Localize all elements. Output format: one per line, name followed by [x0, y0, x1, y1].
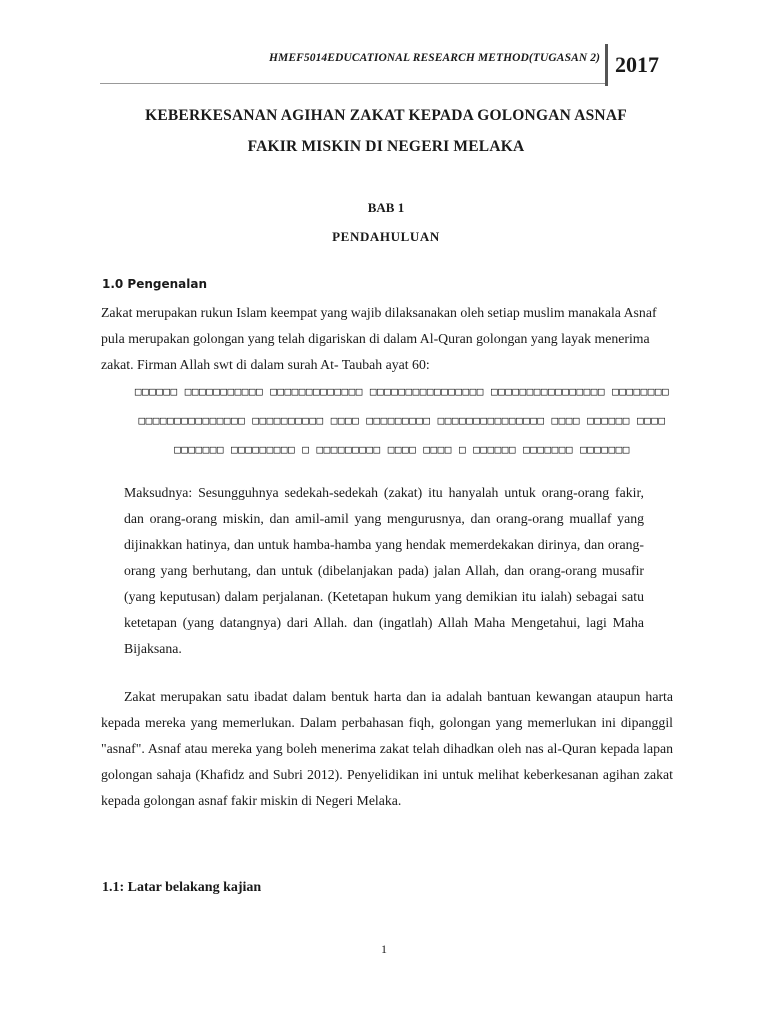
header-course-title: HMEF5014EDUCATIONAL RESEARCH METHOD(TUGASAN 2) — [268, 52, 600, 64]
header-divider — [605, 44, 608, 86]
intro-paragraph: Zakat merupakan rukun Islam keempat yang wajib dilaksanakan oleh setiap muslim manakala Asnaf pula merupakan golongan yang telah digariskan di dalam Al-Quran golongan yang layak menerima zakat. Firman Allah swt di dalam surah At- Taubah ayat 60: — [101, 305, 657, 372]
header-year: 2017 — [615, 52, 659, 77]
chapter-number: BAB 1 — [367, 200, 405, 215]
document-title-line-2: FAKIR MISKIN DI NEGERI MELAKA — [247, 138, 525, 155]
quran-verse — [112, 377, 692, 464]
header-rule — [100, 83, 605, 84]
page-number: 1 — [381, 942, 387, 956]
verse-meaning: Maksudnya: Sesungguhnya sedekah-sedekah (zakat) itu hanyalah untuk orang-orang fakir, dan orang-orang miskin, dan amil-amil yang mengurusnya, dan orang-orang muallaf yang dijinakkan hatinya, dan untuk hamba-hamba yang hendak memerdekakan dirinya, dan orang-orang yang berhutang, dan untuk (dibelanjakan pada) jalan Allah, dan orang-orang musafir (yang keputusan) dalam perjalanan. (Ketetapan hukum yang demikian itu ialah) sebagai satu ketetapan (yang datangnya) dari Allah. dan (ingatlah) Allah Maha Mengetahui, lagi Maha Bijaksana. — [124, 485, 644, 656]
document-title-line-1: KEBERKESANAN AGIHAN ZAKAT KEPADA GOLONGAN ASNAF — [145, 107, 627, 124]
section-heading-latar-belakang: 1.1: Latar belakang kajian — [102, 880, 262, 895]
verse-line-2: □□□□□□□□□□□□□□□ □□□□□□□□□□ □□□□ □□□□□□□□□ □□□□□□□□□□□□□□□ □□□□ □□□□□□ □□□□ — [138, 414, 666, 427]
verse-line-1: □□□□□□ □□□□□□□□□□□ □□□□□□□□□□□□□ □□□□□□□□□□□□□□□□ □□□□□□□□□□□□□□□□ □□□□□□□□ — [134, 385, 670, 398]
body-paragraph-2: Zakat merupakan satu ibadat dalam bentuk harta dan ia adalah bantuan kewangan ataupun harta kepada mereka yang memerlukan. Dalam perbahasan fiqh, golongan yang memerlukan ini dipanggil "asnaf". Asnaf atau mereka yang boleh menerima zakat telah dihadkan oleh nas al-Quran kepada lapan golongan sahaja (Khafidz and Subri 2012). Penyelidikan ini untuk melihat keberkesanan agihan zakat kepada golongan asnaf fakir miskin di Negeri Melaka. — [101, 689, 673, 808]
chapter-name: PENDAHULUAN — [332, 229, 440, 244]
section-heading-pengenalan: 1.0 Pengenalan — [102, 277, 208, 291]
verse-line-3: □□□□□□□ □□□□□□□□□ □ □□□□□□□□□ □□□□ □□□□ □ □□□□□□ □□□□□□□ □□□□□□□ — [174, 443, 630, 456]
